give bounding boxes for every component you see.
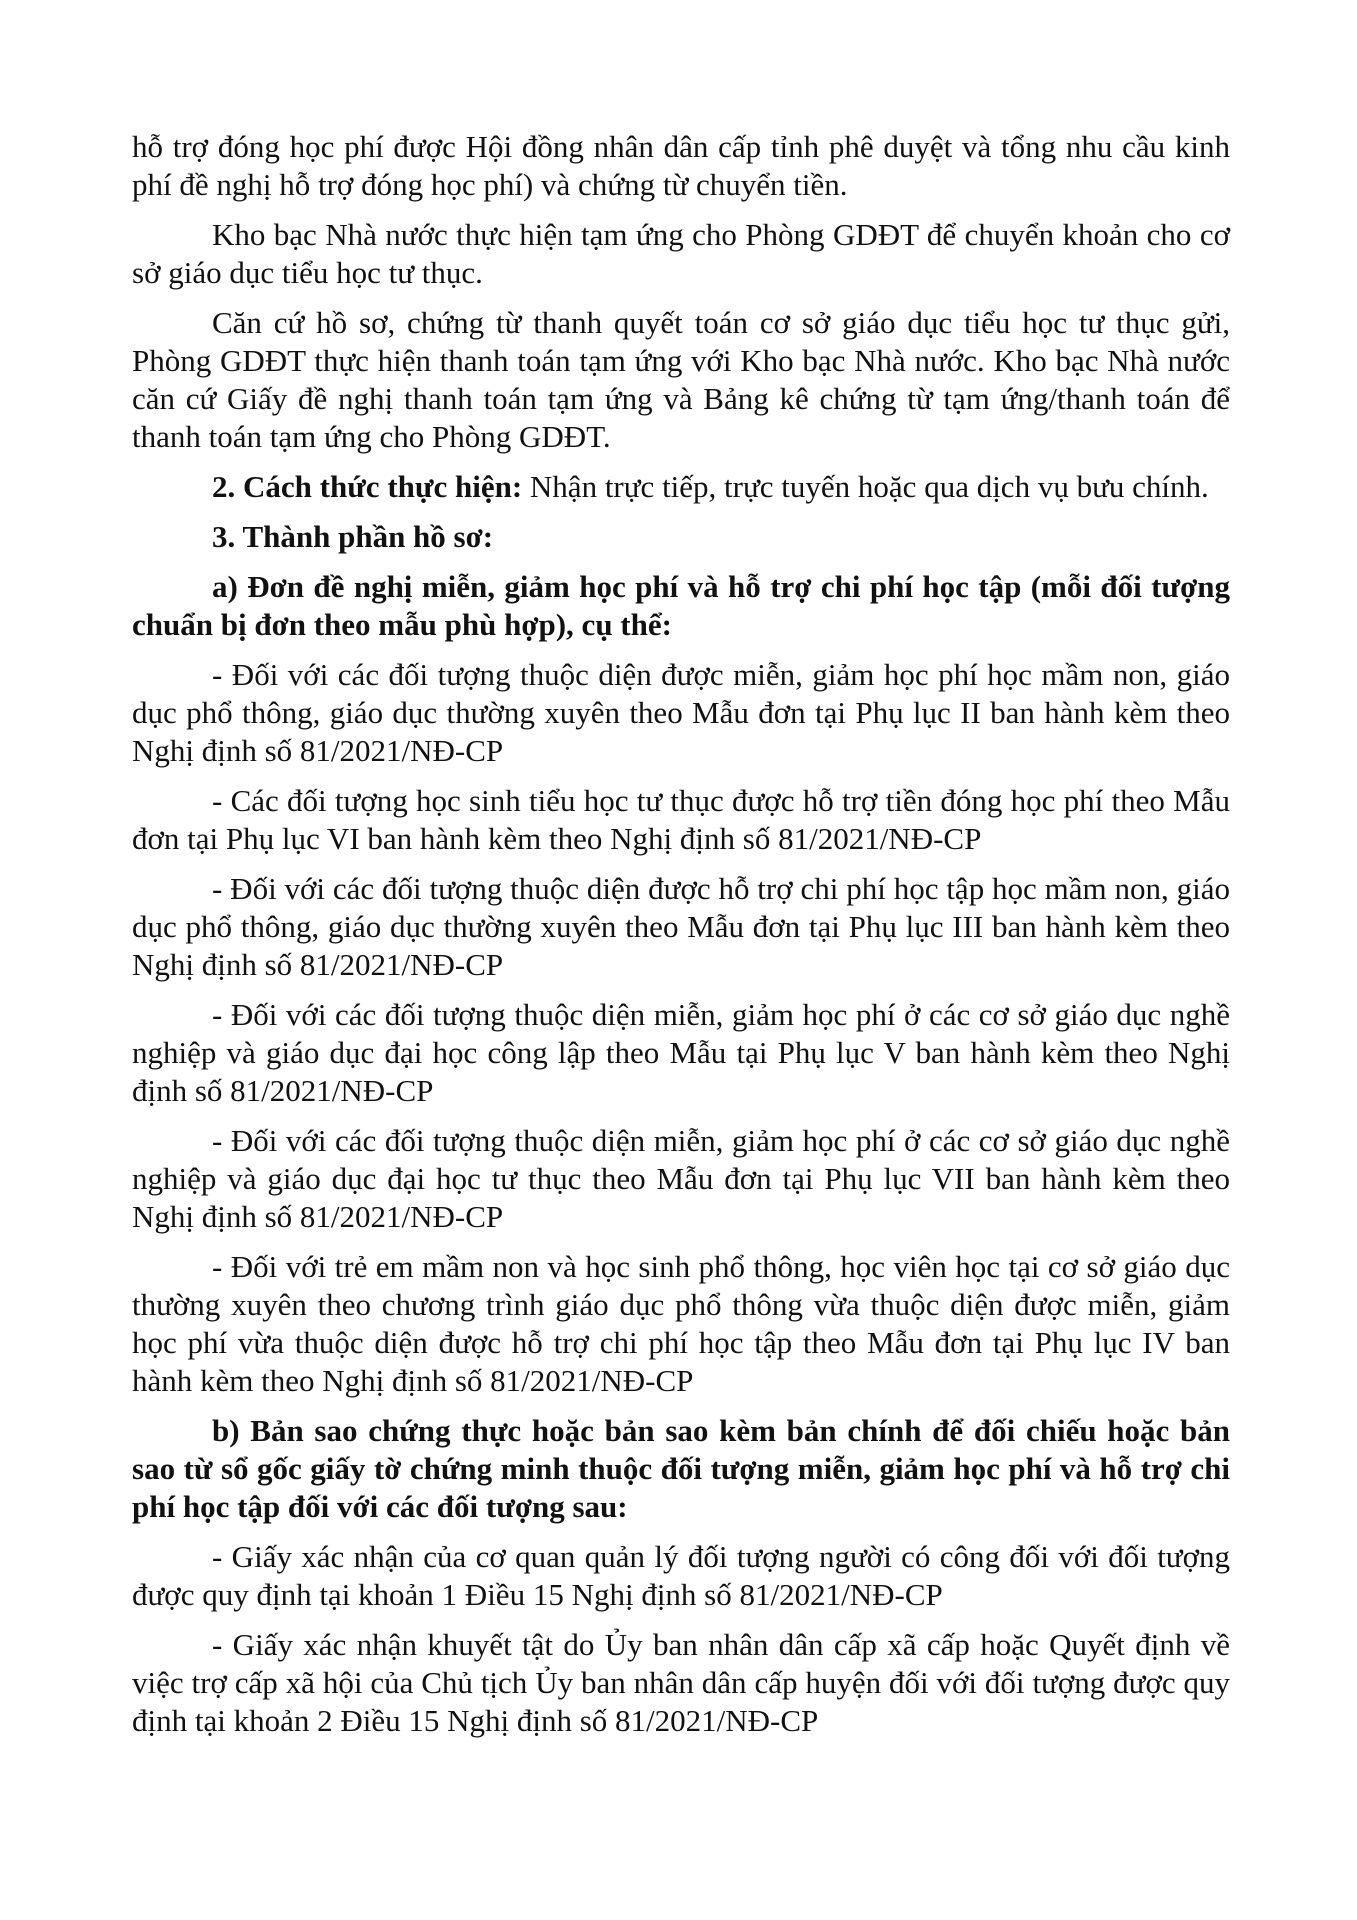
list-item: - Giấy xác nhận của cơ quan quản lý đối tượng người có công đối với đối tượng được quy định tại khoản 1 Điều 15 Nghị định số 81/2021/NĐ-CP	[132, 1539, 1230, 1612]
section-heading-dossier: 3. Thành phần hồ sơ:	[212, 519, 494, 554]
list-item: - Đối với trẻ em mầm non và học sinh phổ thông, học viên học tại cơ sở giáo dục thường xuyên theo chương trình giáo dục phổ thông vừa thuộc diện được miễn, giảm học phí vừa thuộc diện được hỗ trợ chi phí học tập theo Mẫu đơn tại Phụ lục IV ban hành kèm theo Nghị định số 81/2021/NĐ-CP	[132, 1249, 1230, 1398]
list-item: - Giấy xác nhận khuyết tật do Ủy ban nhân dân cấp xã cấp hoặc Quyết định về việc trợ cấp xã hội của Chủ tịch Ủy ban nhân dân cấp huyện đối với đối tượng được quy định tại khoản 2 Điều 15 Nghị định số 81/2021/NĐ-CP	[132, 1627, 1230, 1738]
list-item: - Đối với các đối tượng thuộc diện miễn, giảm học phí ở các cơ sở giáo dục nghề nghiệp và giáo dục đại học tư thục theo Mẫu đơn tại Phụ lục VII ban hành kèm theo Nghị định số 81/2021/NĐ-CP	[132, 1123, 1230, 1234]
paragraph-treasury-advance: Kho bạc Nhà nước thực hiện tạm ứng cho Phòng GDĐT để chuyển khoản cho cơ sở giáo dục tiểu học tư thục.	[132, 217, 1230, 290]
paragraph-continuation: hỗ trợ đóng học phí được Hội đồng nhân dân cấp tỉnh phê duyệt và tổng nhu cầu kinh phí đề nghị hỗ trợ đóng học phí) và chứng từ chuyển tiền.	[132, 129, 1230, 202]
list-item: - Đối với các đối tượng thuộc diện được hỗ trợ chi phí học tập học mầm non, giáo dục phổ thông, giáo dục thường xuyên theo Mẫu đơn tại Phụ lục III ban hành kèm theo Nghị định số 81/2021/NĐ-CP	[132, 871, 1230, 982]
list-item: - Đối với các đối tượng thuộc diện miễn, giảm học phí ở các cơ sở giáo dục nghề nghiệp và giáo dục đại học công lập theo Mẫu tại Phụ lục V ban hành kèm theo Nghị định số 81/2021/NĐ-CP	[132, 997, 1230, 1108]
list-item: - Đối với các đối tượng thuộc diện được miễn, giảm học phí học mầm non, giáo dục phổ thông, giáo dục thường xuyên theo Mẫu đơn tại Phụ lục II ban hành kèm theo Nghị định số 81/2021/NĐ-CP	[132, 657, 1230, 768]
paragraph-method	[132, 468, 1230, 506]
subheading-a: a) Đơn đề nghị miễn, giảm học phí và hỗ trợ chi phí học tập (mỗi đối tượng chuẩn bị đơn theo mẫu phù hợp), cụ thể:	[132, 569, 1230, 642]
document-page	[132, 128, 1230, 1752]
paragraph-settlement: Căn cứ hồ sơ, chứng từ thanh quyết toán cơ sở giáo dục tiểu học tư thục gửi, Phòng GDĐT thực hiện thanh toán tạm ứng với Kho bạc Nhà nước. Kho bạc Nhà nước căn cứ Giấy đề nghị thanh toán tạm ứng và Bảng kê chứng từ tạm ứng/thanh toán để thanh toán tạm ứng cho Phòng GDĐT.	[132, 305, 1230, 454]
method-text: Nhận trực tiếp, trực tuyến hoặc qua dịch vụ bưu chính.	[522, 469, 1209, 504]
list-item: - Các đối tượng học sinh tiểu học tư thục được hỗ trợ tiền đóng học phí theo Mẫu đơn tại Phụ lục VI ban hành kèm theo Nghị định số 81/2021/NĐ-CP	[132, 783, 1230, 856]
method-label: 2. Cách thức thực hiện:	[212, 469, 523, 504]
subheading-b: b) Bản sao chứng thực hoặc bản sao kèm bản chính để đối chiếu hoặc bản sao từ sổ gốc giấy tờ chứng minh thuộc đối tượng miễn, giảm học phí và hỗ trợ chi phí học tập đối với các đối tượng sau:	[132, 1413, 1230, 1524]
